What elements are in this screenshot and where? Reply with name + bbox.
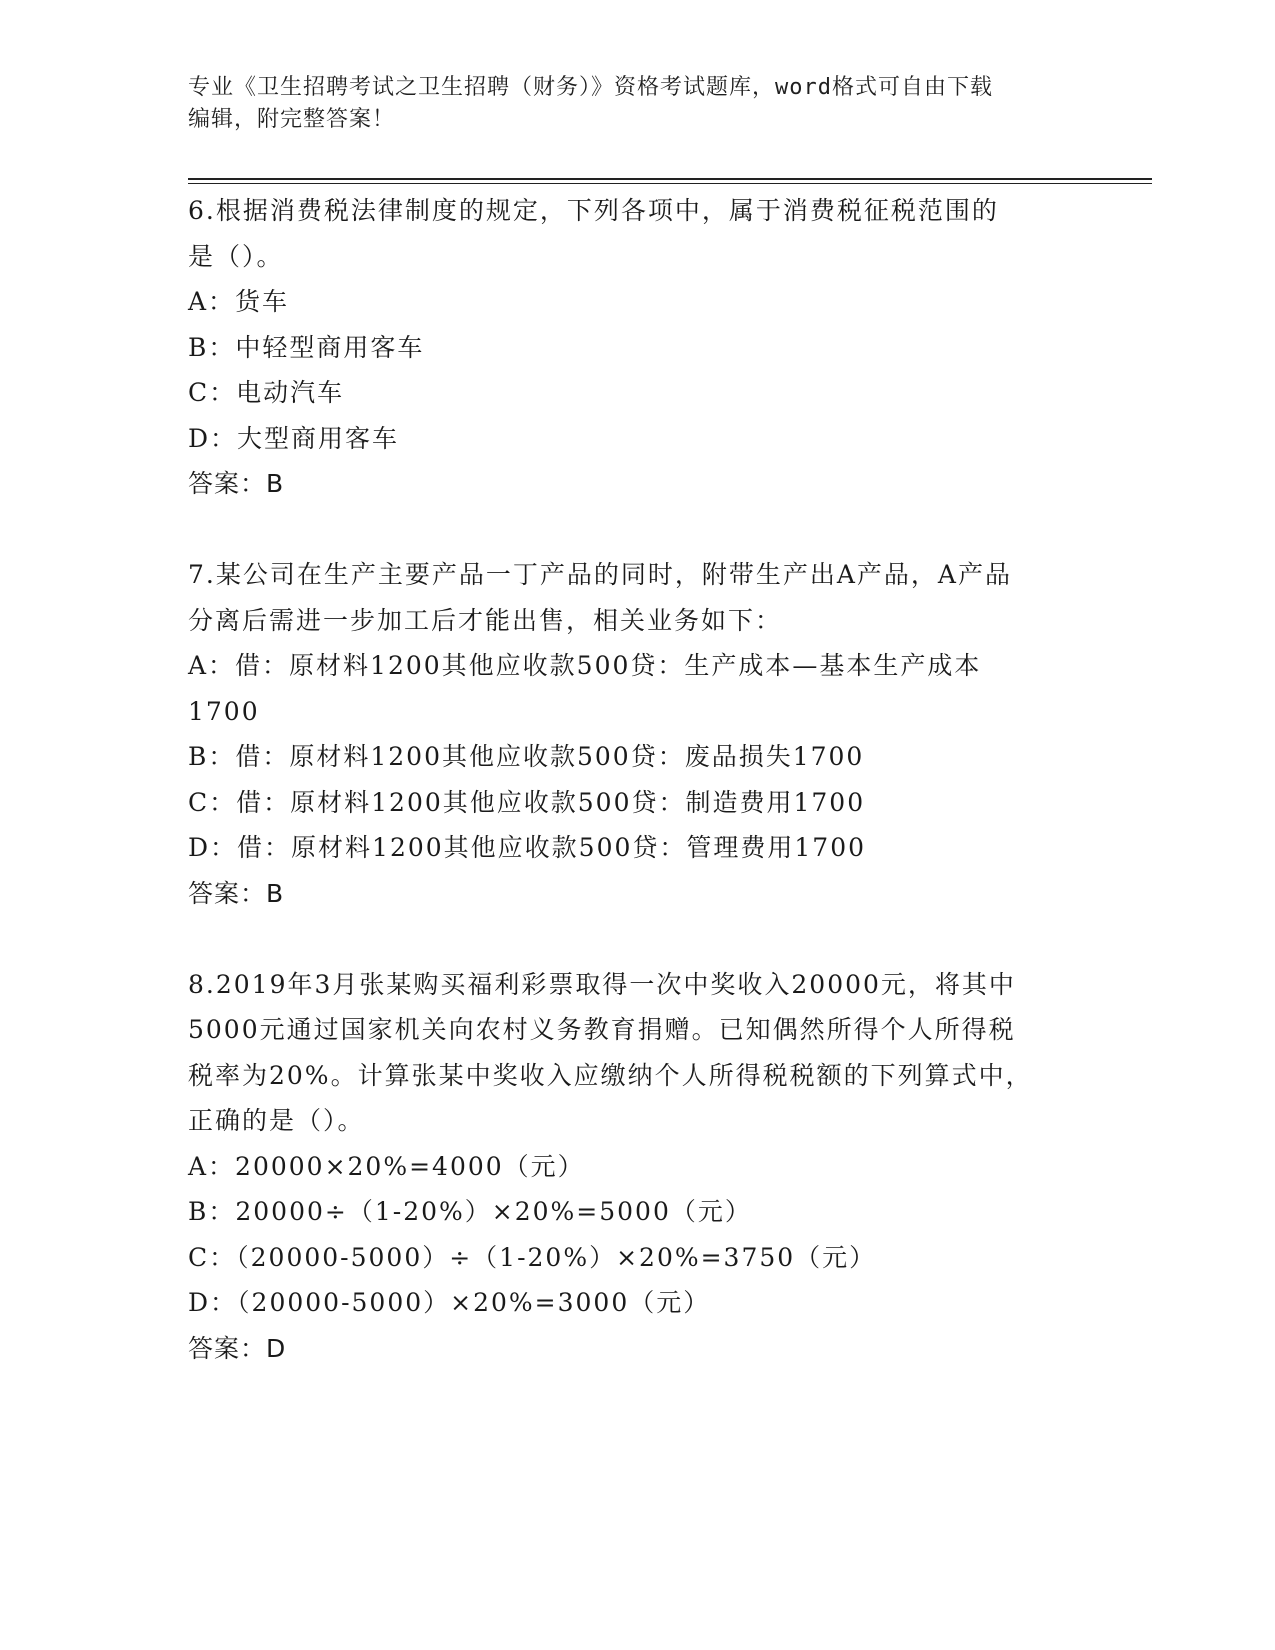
question-7 <box>188 552 1088 916</box>
header-rule-thick <box>188 178 1152 180</box>
header-line-2: 编辑，附完整答案！ <box>188 107 396 132</box>
question-stem-line: 正确的是（）。 <box>188 1106 365 1135</box>
option-a-continued: 1700 <box>188 696 260 726</box>
question-stem-line: 6.根据消费税法律制度的规定，下列各项中，属于消费税征税范围的 <box>188 196 999 225</box>
question-stem-line: 是（）。 <box>188 241 284 271</box>
option-b: B：中轻型商用客车 <box>188 332 425 362</box>
option-d: D：（20000-5000）×20%=3000（元） <box>188 1288 711 1317</box>
header-line-1: 专业《卫生招聘考试之卫生招聘（财务）》资格考试题库，word格式可自由下载 <box>188 75 993 100</box>
option-d: D：大型商用客车 <box>188 423 400 453</box>
question-stem-line: 7.某公司在生产主要产品一丁产品的同时，附带生产出A产品，A产品 <box>188 560 1012 589</box>
question-stem-line: 5000元通过国家机关向农村义务教育捐赠。已知偶然所得个人所得税 <box>188 1015 1016 1044</box>
option-b: B：借：原材料1200其他应收款500贷：废品损失1700 <box>188 742 865 771</box>
option-a: A：借：原材料1200其他应收款500贷：生产成本—基本生产成本 <box>188 651 982 680</box>
question-spacer <box>188 507 1088 553</box>
answer-label: 答案：D <box>188 1333 287 1363</box>
option-c: C：电动汽车 <box>188 378 345 407</box>
header-rule-thin <box>188 183 1152 184</box>
option-a: A：20000×20%=4000（元） <box>188 1151 585 1181</box>
questions-list <box>188 188 1088 1371</box>
question-stem-line: 税率为20%。计算张某中奖收入应缴纳个人所得税税额的下列算式中， <box>188 1060 1033 1090</box>
answer-label: 答案：B <box>188 469 285 498</box>
option-c: C：借：原材料1200其他应收款500贷：制造费用1700 <box>188 787 866 817</box>
question-6 <box>188 188 1088 507</box>
question-spacer <box>188 916 1088 962</box>
document-header <box>188 72 1068 136</box>
option-d: D：借：原材料1200其他应收款500贷：管理费用1700 <box>188 833 867 862</box>
question-stem-line: 分离后需进一步加工后才能出售，相关业务如下： <box>188 605 783 635</box>
option-c: C：（20000-5000）÷（1-20%）×20%=3750（元） <box>188 1242 877 1272</box>
option-a: A：货车 <box>188 287 290 316</box>
answer-label: 答案：B <box>188 878 285 908</box>
option-b: B：20000÷（1-20%）×20%=5000（元） <box>188 1197 752 1226</box>
question-8 <box>188 962 1088 1372</box>
question-stem-line: 8.2019年3月张某购买福利彩票取得一次中奖收入20000元，将其中 <box>188 969 1016 999</box>
